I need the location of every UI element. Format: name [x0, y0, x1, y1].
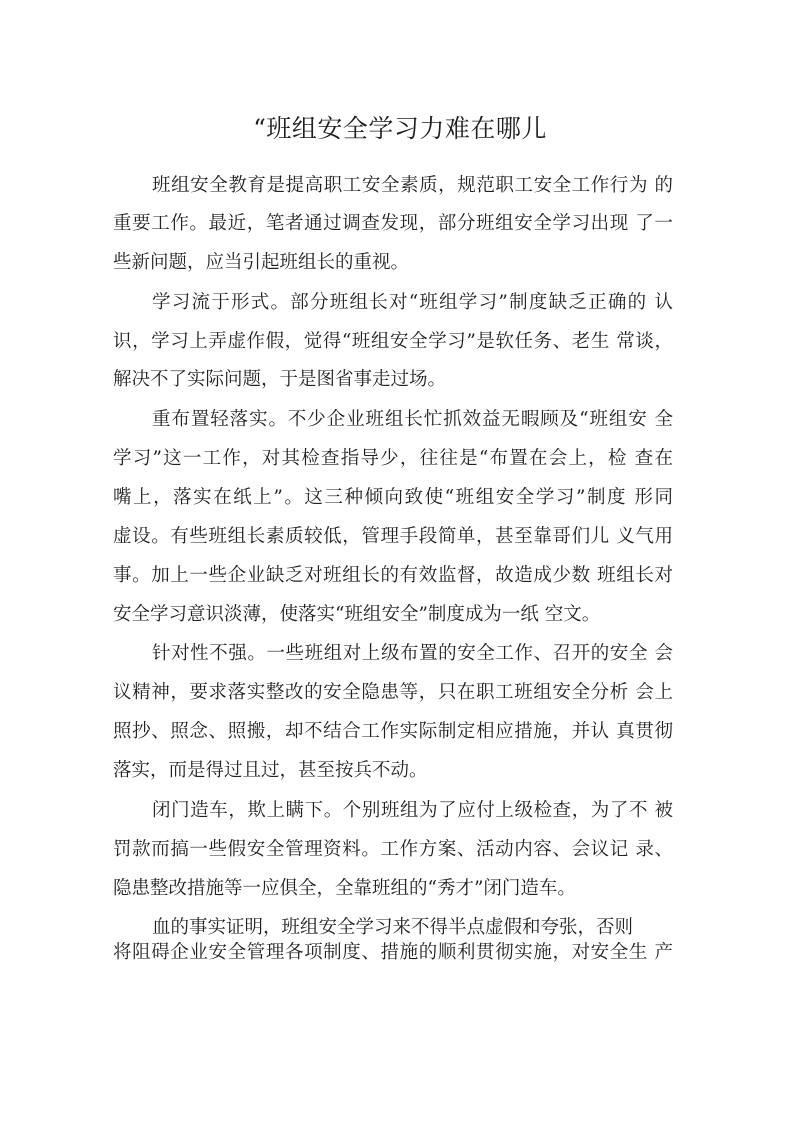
paragraph-line: 将阻碍企业安全管理各项制度、措施的顺利贯彻实施，对安全生 产 [113, 942, 673, 963]
paragraph-line: 班组安全教育是提高职工安全素质，规范职工安全工作行为 的 [152, 175, 673, 196]
paragraph-line: 照抄、照念、照搬，却不结合工作实际制定相应措施，并认 真贯彻 [113, 721, 673, 742]
paragraph-line: 虚设。有些班组长素质较低，管理手段简单，甚至靠哥们儿 义气用 [113, 526, 673, 547]
paragraph-line: 嘴上，落实在纸上”。这三种倾向致使“班组安全学习”制度 形同 [113, 487, 673, 508]
paragraph-line: 识，学习上弄虚作假，觉得“班组安全学习”是软任务、老生 常谈， [113, 331, 673, 352]
paragraph-line: 重要工作。最近，笔者通过调查发现，部分班组安全学习出现 了一 [113, 213, 673, 234]
document-title: “班组安全学习力难在哪儿 [253, 114, 547, 143]
paragraph-line: 血的事实证明，班组安全学习来不得半点虚假和夸张，否则 [152, 917, 634, 938]
paragraph-line: 闭门造车，欺上瞒下。个别班组为了应付上级检查，为了不 被 [152, 800, 673, 821]
paragraph-line: 些新问题，应当引起班组长的重视。 [113, 252, 410, 273]
paragraph-line: 隐患整改措施等一应俱全，全靠班组的“秀才”闭门造车。 [113, 878, 576, 899]
paragraph-line: 议精神，要求落实整改的安全隐患等，只在职工班组安全分析 会上 [113, 682, 673, 703]
paragraph-line: 学习”这一工作，对其检查指导少，往往是“布置在会上，检 查在 [113, 448, 673, 469]
paragraph-line: 落实，而是得过且过，甚至按兵不动。 [113, 760, 428, 781]
paragraph-line: 安全学习意识淡薄，使落实“班组安全”制度成为一纸 空文。 [113, 604, 601, 625]
paragraph-line: 事。加上一些企业缺乏对班组长的有效监督，故造成少数 班组长对 [113, 565, 673, 586]
paragraph-line: 学习流于形式。部分班组长对“班组学习”制度缺乏正确的 认 [152, 292, 673, 313]
paragraph-line: 罚款而搞一些假安全管理资料。工作方案、活动内容、会议记 录、 [113, 839, 673, 860]
paragraph-line: 解决不了实际问题，于是图省事走过场。 [113, 369, 447, 390]
paragraph-line: 针对性不强。一些班组对上级布置的安全工作、召开的安全 会 [152, 643, 673, 664]
paragraph-line: 重布置轻落实。不少企业班组长忙抓效益无暇顾及“班组安 全 [152, 409, 673, 430]
